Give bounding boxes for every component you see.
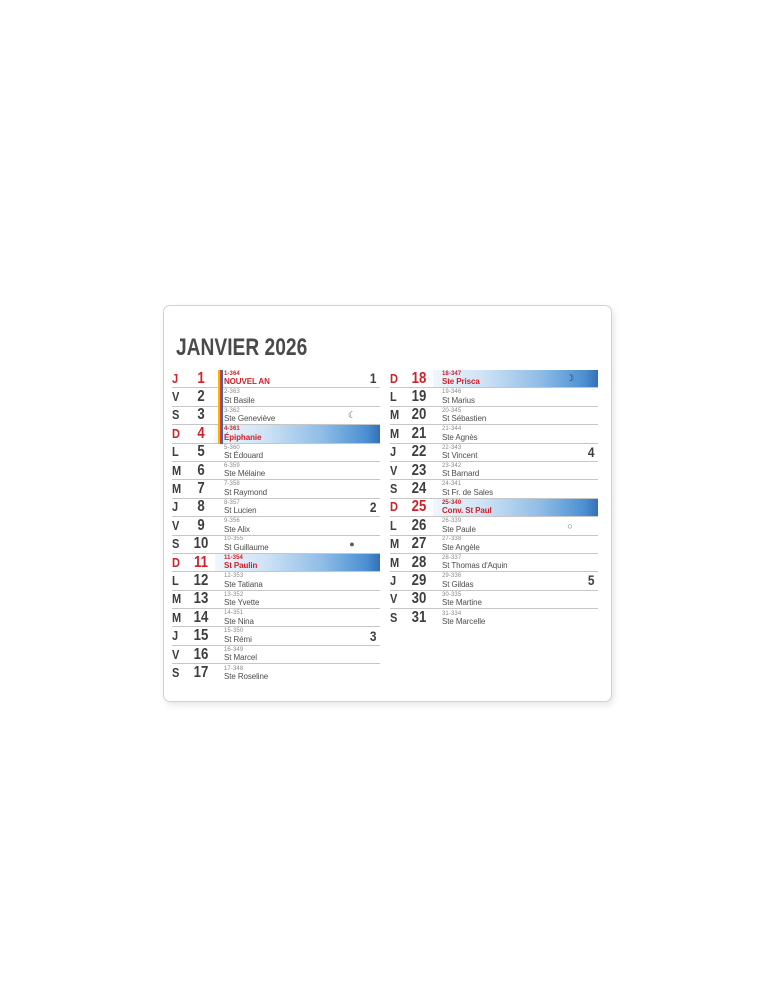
- day-row: [390, 480, 598, 498]
- week-number: [362, 664, 380, 682]
- moon-phase-icon: [344, 664, 360, 682]
- day-number: 7: [197, 480, 205, 498]
- day-letter: S: [172, 537, 180, 552]
- day-of-year-label: 31-334: [442, 610, 462, 617]
- day-row: [390, 572, 598, 590]
- week-number: [580, 407, 598, 424]
- day-number: 25: [411, 498, 427, 516]
- week-number: [580, 499, 598, 516]
- moon-phase-icon: [344, 370, 360, 387]
- day-number: 19: [411, 388, 427, 406]
- day-row: [172, 499, 380, 517]
- day-letter: S: [172, 408, 180, 423]
- day-of-year-label: 13-352: [224, 591, 244, 598]
- day-letter: D: [172, 555, 180, 570]
- moon-phase-icon: [344, 480, 360, 497]
- day-number: 20: [411, 406, 427, 424]
- day-number: 4: [197, 424, 205, 442]
- day-of-year-label: 11-354: [224, 554, 243, 561]
- week-number: [362, 572, 380, 589]
- day-letter: S: [172, 666, 180, 681]
- day-row: [172, 627, 380, 645]
- day-number: 17: [193, 664, 209, 682]
- day-number: 13: [193, 590, 209, 608]
- moon-phase-icon: [562, 554, 578, 571]
- moon-phase-icon: [344, 517, 360, 534]
- day-of-year-label: 18-347: [442, 370, 462, 377]
- day-number: 15: [193, 627, 209, 645]
- day-letter: L: [390, 518, 397, 533]
- day-content: [433, 370, 562, 387]
- day-row: [390, 609, 598, 627]
- week-number: 5: [587, 573, 595, 589]
- day-row: [172, 591, 380, 609]
- day-letter: V: [390, 592, 398, 607]
- day-of-year-label: 8-357: [224, 499, 240, 506]
- day-letter: S: [390, 611, 398, 626]
- saint-name: Ste Agnès: [442, 432, 478, 442]
- day-content: [433, 609, 562, 627]
- day-row: [172, 664, 380, 682]
- day-number: 30: [411, 590, 427, 608]
- day-content: [215, 407, 344, 424]
- day-content: [215, 517, 344, 534]
- moon-phase-icon: [344, 425, 360, 442]
- week-number: [580, 425, 598, 442]
- day-row: [390, 499, 598, 517]
- day-of-year-label: 7-358: [224, 481, 240, 488]
- day-letter: M: [172, 463, 182, 478]
- page-title: JANVIER 2026: [176, 334, 308, 361]
- day-of-year-label: 5-360: [224, 444, 240, 451]
- saint-name: Ste Mélaine: [224, 469, 266, 479]
- day-letter: M: [390, 426, 400, 441]
- moon-phase-icon: [344, 388, 360, 405]
- week-number: 3: [369, 628, 377, 644]
- moon-phase-icon: [562, 480, 578, 497]
- day-content: [433, 554, 562, 571]
- saint-name: St Basile: [224, 395, 255, 405]
- moon-phase-icon: [562, 609, 578, 627]
- saint-name: Ste Paule: [442, 524, 476, 534]
- day-row: [172, 646, 380, 664]
- day-of-year-label: 10-355: [224, 536, 244, 543]
- saint-name: St Rémi: [224, 634, 252, 644]
- day-letter: M: [390, 555, 400, 570]
- day-row: [390, 462, 598, 480]
- saint-name: St Fr. de Sales: [442, 487, 493, 497]
- moon-phase-icon: [562, 536, 578, 553]
- day-content: [215, 591, 344, 608]
- day-of-year-label: 16-349: [224, 646, 244, 653]
- moon-phase-icon: [562, 499, 578, 516]
- day-content: [433, 480, 562, 497]
- week-number: [362, 591, 380, 608]
- day-content: [215, 370, 344, 387]
- saint-name: Ste Yvette: [224, 598, 260, 608]
- day-letter: J: [172, 371, 179, 386]
- day-of-year-label: 25-340: [442, 499, 462, 506]
- week-number: [362, 462, 380, 479]
- day-row: [390, 370, 598, 388]
- day-content: [433, 462, 562, 479]
- day-number: 10: [193, 535, 209, 553]
- saint-name: Ste Nina: [224, 616, 254, 626]
- day-letter: D: [172, 426, 180, 441]
- saint-name: Ste Tatiana: [224, 579, 263, 589]
- week-number: [362, 517, 380, 534]
- day-row: [390, 591, 598, 609]
- moon-phase-icon: [344, 462, 360, 479]
- saint-name: Ste Geneviève: [224, 414, 276, 424]
- week-number: [362, 609, 380, 626]
- day-number: 26: [411, 516, 427, 534]
- day-of-year-label: 21-344: [442, 426, 462, 433]
- day-letter: J: [172, 500, 179, 515]
- day-content: [215, 388, 344, 405]
- moon-phase-icon: [562, 407, 578, 424]
- day-letter: J: [390, 445, 397, 460]
- moon-phase-icon: [344, 646, 360, 663]
- day-letter: M: [172, 482, 182, 497]
- day-content: [215, 444, 344, 461]
- day-content: [215, 572, 344, 589]
- week-number: [580, 462, 598, 479]
- day-of-year-label: 29-336: [442, 573, 462, 580]
- day-of-year-label: 14-351: [224, 610, 244, 617]
- day-letter: V: [172, 647, 180, 662]
- day-letter: M: [172, 592, 182, 607]
- saint-name: St Sébastien: [442, 414, 487, 424]
- day-number: 8: [197, 498, 205, 516]
- day-content: [433, 444, 562, 461]
- day-number: 1: [197, 369, 205, 387]
- week-number: [362, 444, 380, 461]
- saint-name: St Marius: [442, 395, 475, 405]
- moon-phase-icon: [344, 627, 360, 644]
- week-number: [580, 609, 598, 627]
- day-row: [172, 517, 380, 535]
- moon-phase-icon: [344, 572, 360, 589]
- week-number: [362, 388, 380, 405]
- day-number: 11: [194, 553, 208, 571]
- day-of-year-label: 6-359: [224, 462, 240, 469]
- day-row: [172, 572, 380, 590]
- day-letter: V: [172, 518, 180, 533]
- day-row: [390, 517, 598, 535]
- day-content: [215, 462, 344, 479]
- day-content: [433, 388, 562, 405]
- day-content: [433, 517, 562, 534]
- day-row: [172, 407, 380, 425]
- moon-phase-icon: [562, 425, 578, 442]
- day-content: [215, 664, 344, 682]
- day-number: 12: [193, 572, 209, 589]
- week-number: [362, 646, 380, 663]
- day-content: [215, 536, 344, 553]
- saint-name: St Thomas d'Aquin: [442, 561, 508, 571]
- day-row: [390, 536, 598, 554]
- saint-name: St Vincent: [442, 451, 478, 460]
- calendar-column-left: [172, 370, 380, 683]
- day-of-year-label: 9-356: [224, 518, 240, 525]
- day-of-year-label: 20-345: [442, 407, 462, 414]
- day-letter: D: [390, 371, 398, 386]
- day-row: [390, 554, 598, 572]
- day-row: [172, 609, 380, 627]
- day-content: [433, 499, 562, 516]
- day-of-year-label: 17-348: [224, 665, 244, 672]
- saint-name: St Édouard: [224, 451, 264, 460]
- day-row: [390, 388, 598, 406]
- saint-name: Ste Martine: [442, 598, 482, 608]
- moon-phase-icon: [562, 444, 578, 461]
- day-number: 16: [193, 645, 209, 663]
- day-content: [433, 407, 562, 424]
- week-number: [362, 536, 380, 553]
- week-number: [362, 425, 380, 442]
- day-letter: J: [390, 573, 397, 588]
- week-number: [580, 388, 598, 405]
- day-of-year-label: 4-361: [224, 426, 240, 433]
- saint-name: Ste Angèle: [442, 542, 480, 552]
- day-content: [433, 572, 562, 589]
- day-of-year-label: 23-342: [442, 462, 462, 469]
- day-content: [215, 480, 344, 497]
- week-number: 1: [369, 371, 377, 387]
- day-letter: M: [172, 610, 182, 625]
- saint-name: Ste Roseline: [224, 672, 269, 682]
- day-number: 3: [197, 406, 205, 424]
- day-number: 23: [411, 461, 427, 479]
- day-content: [215, 425, 344, 442]
- moon-phase-icon: [344, 444, 360, 461]
- day-of-year-label: 28-337: [442, 554, 462, 561]
- moon-phase-icon: [562, 462, 578, 479]
- day-number: 14: [193, 608, 209, 626]
- day-of-year-label: 19-346: [442, 389, 462, 396]
- saint-name: Ste Alix: [224, 524, 250, 534]
- day-row: [172, 554, 380, 572]
- day-letter: M: [390, 408, 400, 423]
- moon-phase-icon: [344, 591, 360, 608]
- week-number: [580, 536, 598, 553]
- day-letter: M: [390, 537, 400, 552]
- day-row: [390, 444, 598, 462]
- week-number: [580, 370, 598, 387]
- week-number: [362, 554, 380, 571]
- moon-phase-icon: [344, 499, 360, 516]
- saint-name: Ste Prisca: [442, 377, 480, 387]
- moon-phase-icon: [344, 609, 360, 626]
- day-of-year-label: 3-362: [224, 407, 240, 414]
- day-number: 21: [411, 424, 427, 442]
- day-row: [390, 425, 598, 443]
- day-number: 24: [411, 480, 427, 498]
- week-number: [580, 517, 598, 534]
- saint-name: St Gildas: [442, 579, 474, 589]
- day-number: 27: [411, 535, 427, 553]
- week-number: [580, 591, 598, 608]
- moon-phase-icon: ☾: [347, 409, 357, 420]
- day-number: 29: [411, 572, 427, 589]
- moon-phase-icon: ☽: [565, 373, 575, 384]
- saint-name: St Barnard: [442, 469, 480, 479]
- saint-name: Ste Marcelle: [442, 617, 486, 627]
- day-letter: L: [172, 445, 179, 460]
- day-number: 18: [411, 369, 427, 387]
- day-row: [390, 407, 598, 425]
- day-letter: L: [172, 573, 179, 588]
- day-number: 6: [197, 461, 205, 479]
- day-of-year-label: 2-363: [224, 389, 240, 396]
- day-letter: S: [390, 482, 398, 497]
- week-number: [362, 480, 380, 497]
- week-number: 2: [369, 499, 377, 515]
- day-content: [215, 627, 344, 644]
- saint-name: St Paulin: [224, 561, 258, 571]
- day-of-year-label: 12-353: [224, 573, 244, 580]
- saint-name: St Marcel: [224, 653, 257, 663]
- saint-name: NOUVEL AN: [224, 377, 270, 387]
- day-content: [215, 554, 344, 571]
- day-content: [215, 499, 344, 516]
- day-letter: D: [390, 500, 398, 515]
- day-row: [172, 536, 380, 554]
- calendar-column-right: [390, 370, 598, 683]
- moon-phase-icon: [562, 591, 578, 608]
- week1-tricolor-stripe: [218, 370, 223, 444]
- calendar-grid: [172, 370, 598, 683]
- day-of-year-label: 27-338: [442, 536, 462, 543]
- day-content: [215, 646, 344, 663]
- saint-name: St Raymond: [224, 487, 268, 497]
- day-content: [433, 536, 562, 553]
- day-of-year-label: 24-341: [442, 481, 462, 488]
- day-row: [172, 388, 380, 406]
- day-number: 28: [411, 553, 427, 571]
- day-content: [433, 591, 562, 608]
- day-number: 5: [197, 443, 205, 461]
- saint-name: St Lucien: [224, 506, 257, 516]
- day-letter: L: [390, 390, 397, 405]
- week-number: [580, 480, 598, 497]
- day-content: [433, 425, 562, 442]
- day-number: 9: [197, 516, 205, 534]
- day-number: 22: [411, 443, 427, 461]
- moon-phase-icon: [562, 388, 578, 405]
- week-number: [362, 407, 380, 424]
- day-letter: V: [390, 463, 398, 478]
- day-letter: J: [172, 629, 179, 644]
- day-content: [215, 609, 344, 626]
- day-of-year-label: 30-335: [442, 591, 462, 598]
- calendar-card: [163, 305, 612, 702]
- day-number: 2: [197, 388, 205, 406]
- day-row: [172, 425, 380, 443]
- moon-phase-icon: ○: [567, 520, 573, 531]
- saint-name: St Guillaume: [224, 542, 269, 552]
- day-row: [172, 462, 380, 480]
- day-row: [172, 370, 380, 388]
- day-row: [172, 444, 380, 462]
- day-of-year-label: 15-350: [224, 628, 244, 635]
- saint-name: Conv. St Paul: [442, 506, 492, 516]
- moon-phase-icon: [562, 572, 578, 589]
- day-row: [172, 480, 380, 498]
- day-letter: V: [172, 390, 180, 405]
- week-number: [580, 554, 598, 571]
- moon-phase-icon: ●: [349, 539, 355, 550]
- day-of-year-label: 26-339: [442, 518, 462, 525]
- day-of-year-label: 22-343: [442, 444, 462, 451]
- week-number: 4: [587, 444, 595, 460]
- moon-phase-icon: [344, 554, 360, 571]
- day-number: 31: [411, 609, 427, 627]
- saint-name: Épiphanie: [224, 432, 262, 442]
- day-of-year-label: 1-364: [224, 370, 240, 377]
